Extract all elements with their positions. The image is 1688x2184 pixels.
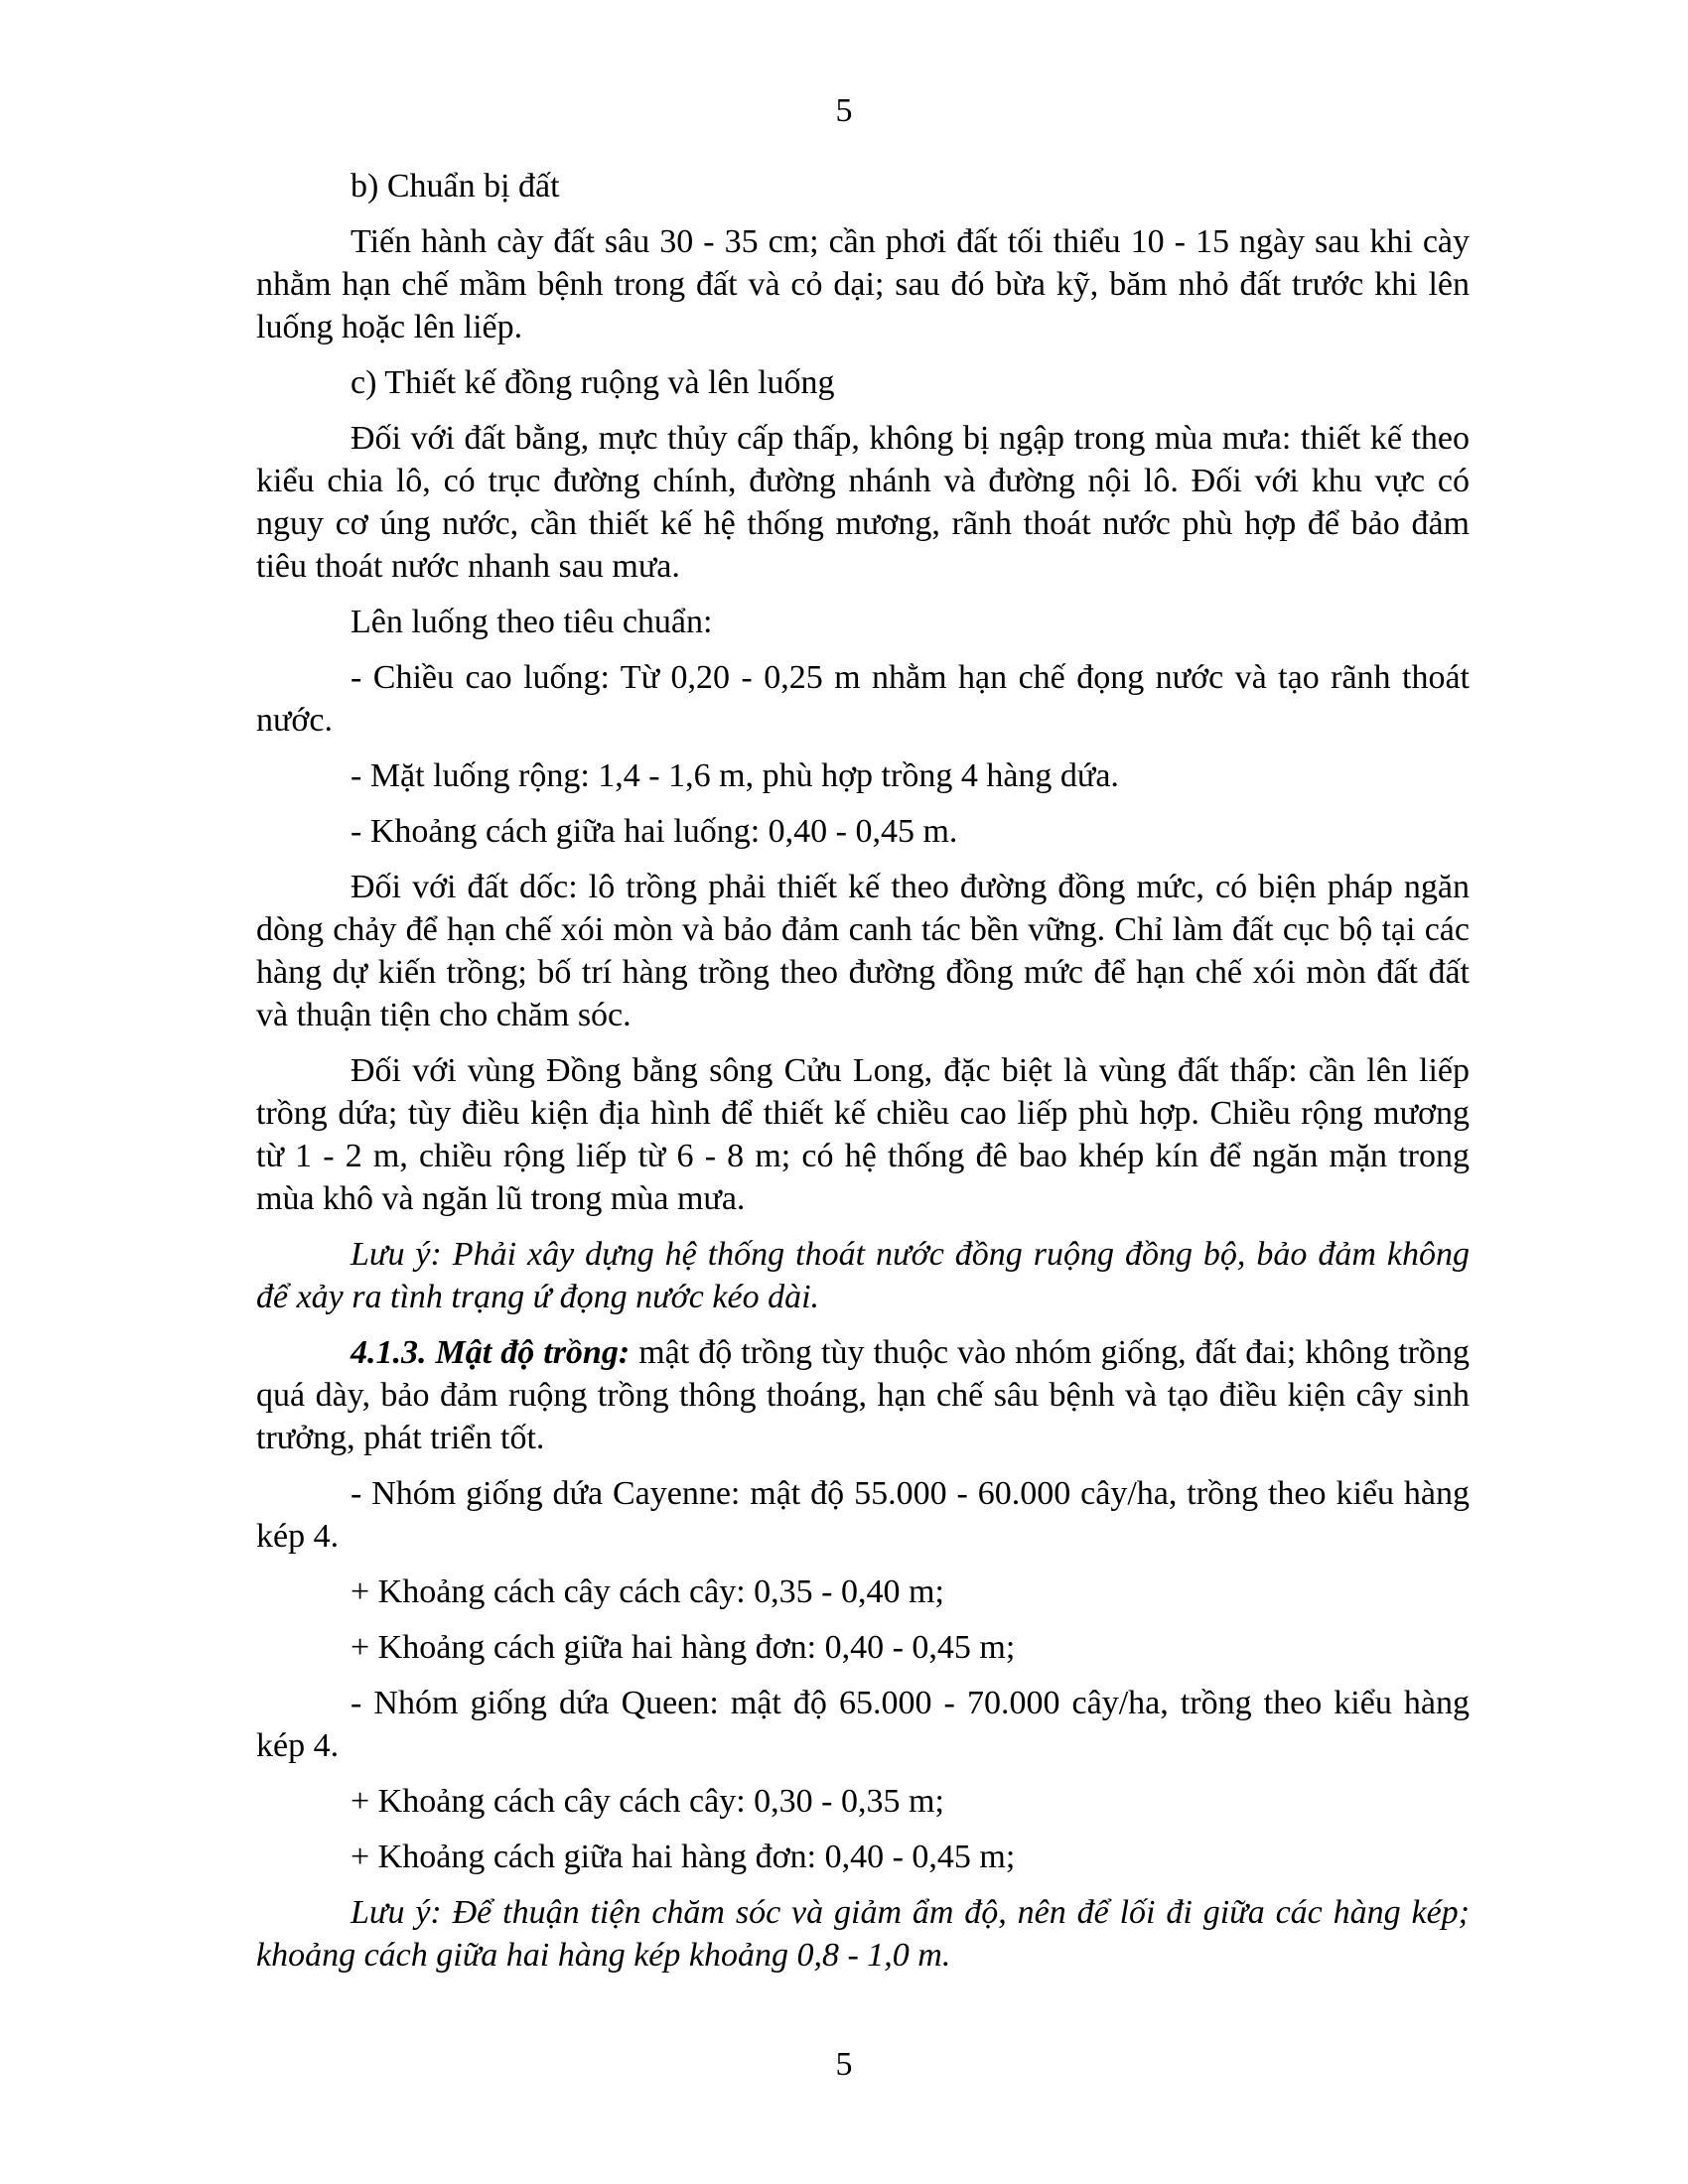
paragraph-sloped-land: Đối với đất dốc: lô trồng phải thiết kế theo đường đồng mức, có biện pháp ngăn dòng chảy để hạn chế xói mòn và bảo đảm canh tác bền vững. Chỉ làm đất cục bộ tại các hàng dự kiến trồng; bố trí hàng trồng theo đường đồng mức để hạn chế xói mòn đất đất và thuận tiện cho chăm sóc.: [256, 869, 1470, 1033]
paragraph-soil-tillage: Tiến hành cày đất sâu 30 - 35 cm; cần phơi đất tối thiểu 10 - 15 ngày sau khi cày nhằm hạn chế mầm bệnh trong đất và cỏ dại; sau đó bừa kỹ, băm nhỏ đất trước khi lên luống hoặc lên liếp.: [256, 223, 1470, 345]
list-item-queen: - Nhóm giống dứa Queen: mật độ 65.000 - 70.000 cây/ha, trồng theo kiểu hàng kép 4.: [256, 1685, 1470, 1764]
list-item-bed-spacing: - Khoảng cách giữa hai luống: 0,40 - 0,45 m.: [351, 813, 958, 850]
subsection-heading-soil-prep: b) Chuẩn bị đất: [351, 168, 560, 205]
list-item-cayenne: - Nhóm giống dứa Cayenne: mật độ 55.000 - 60.000 cây/ha, trồng theo kiểu hàng kép 4.: [256, 1475, 1470, 1555]
document-body: [256, 165, 1470, 1989]
subsection-heading-field-design: c) Thiết kế đồng ruộng và lên luống: [351, 364, 835, 401]
page-number-bottom: 5: [835, 2046, 853, 2083]
list-item-bed-width: - Mặt luống rộng: 1,4 - 1,6 m, phù hợp trồng 4 hàng dứa.: [351, 757, 1119, 794]
list-item-cayenne-row-spacing: + Khoảng cách giữa hai hàng đơn: 0,40 - 0,45 m;: [351, 1629, 1016, 1666]
list-item-queen-row-spacing: + Khoảng cách giữa hai hàng đơn: 0,40 - 0,45 m;: [351, 1839, 1016, 1875]
list-item-bed-height: - Chiều cao luống: Từ 0,20 - 0,25 m nhằm hạn chế đọng nước và tạo rãnh thoát nước.: [256, 659, 1470, 739]
paragraph-flat-land: Đối với đất bằng, mực thủy cấp thấp, không bị ngập trong mùa mưa: thiết kế theo kiểu chia lô, có trục đường chính, đường nhánh và đường nội lô. Đối với khu vực có nguy cơ úng nước, cần thiết kế hệ thống mương, rãnh thoát nước phù hợp để bảo đảm tiêu thoát nước nhanh sau mưa.: [256, 420, 1470, 585]
paragraph-bed-standards-intro: Lên luống theo tiêu chuẩn:: [351, 604, 713, 640]
planting-density-text: mật độ trồng tùy thuộc vào nhóm giống, đất đai; không trồng quá dày, bảo đảm ruộng trồng thông thoáng, hạn chế sâu bệnh và tạo điều kiện cây sinh trưởng, phát triển tốt.: [256, 1334, 1470, 1456]
paragraph-mekong-delta: Đối với vùng Đồng bằng sông Cửu Long, đặc biệt là vùng đất thấp: cần lên liếp trồng dứa; tùy điều kiện địa hình để thiết kế chiều cao liếp phù hợp. Chiều rộng mương từ 1 - 2 m, chiều rộng liếp từ 6 - 8 m; có hệ thống đê bao khép kín để ngăn mặn trong mùa khô và ngăn lũ trong mùa mưa.: [256, 1052, 1470, 1217]
list-item-queen-plant-spacing: + Khoảng cách cây cách cây: 0,30 - 0,35 m;: [351, 1783, 944, 1820]
note-walkway: Lưu ý: Để thuận tiện chăm sóc và giảm ẩm độ, nên để lối đi giữa các hàng kép; khoảng cách giữa hai hàng kép khoảng 0,8 - 1,0 m.: [256, 1894, 1470, 1974]
paragraph-planting-density: [256, 1331, 1470, 1459]
list-item-cayenne-plant-spacing: + Khoảng cách cây cách cây: 0,35 - 0,40 m;: [351, 1573, 944, 1610]
page-number-top: 5: [835, 92, 853, 129]
section-heading-planting-density: 4.1.3. Mật độ trồng:: [351, 1334, 631, 1371]
note-drainage: Lưu ý: Phải xây dựng hệ thống thoát nước đồng ruộng đồng bộ, bảo đảm không để xảy ra tình trạng ứ đọng nước kéo dài.: [256, 1236, 1470, 1315]
